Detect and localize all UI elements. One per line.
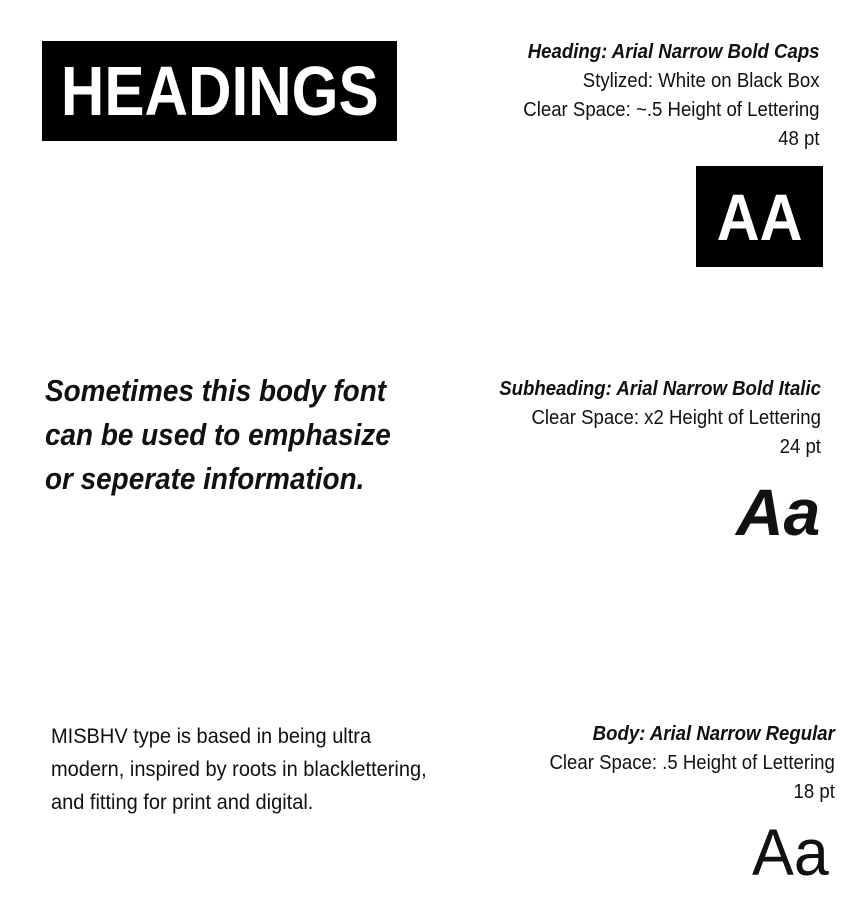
- body-spec-size: 18 pt: [793, 781, 835, 803]
- body-sample-line-1: MISBHV type is based in being ultra: [51, 724, 372, 748]
- body-spec: [528, 720, 835, 807]
- subheading-spec-title: Subheading: Arial Narrow Bold Italic: [499, 378, 821, 400]
- heading-glyph-box: [696, 166, 823, 267]
- subheading-sample: [45, 369, 465, 501]
- body-glyph: [752, 812, 833, 892]
- subheading-sample-line-1: Sometimes this body font: [45, 373, 387, 408]
- heading-sample-text: HEADINGS: [60, 52, 379, 130]
- subheading-spec-size: 24 pt: [779, 436, 821, 458]
- heading-glyph-sample: AA: [716, 179, 803, 254]
- subheading-spec: [475, 375, 821, 462]
- subheading-glyph-sample: Aa: [736, 475, 821, 549]
- subheading-sample-line-3: or seperate information.: [45, 461, 365, 496]
- subheading-spec-clear-space: Clear Space: x2 Height of Lettering: [531, 407, 821, 429]
- body-spec-title: Body: Arial Narrow Regular: [592, 723, 835, 745]
- heading-spec-clear-space: Clear Space: ~.5 Height of Lettering: [523, 99, 820, 121]
- body-sample: [51, 720, 491, 819]
- heading-spec-style: Stylized: White on Black Box: [583, 70, 820, 92]
- heading-sample-box: [42, 41, 397, 141]
- body-sample-line-2: modern, inspired by roots in blacklettering,: [51, 757, 427, 781]
- body-glyph-sample: Aa: [752, 815, 829, 889]
- heading-spec-size: 48 pt: [778, 128, 820, 150]
- heading-spec: [501, 38, 820, 154]
- subheading-sample-line-2: can be used to emphasize: [45, 417, 391, 452]
- body-spec-clear-space: Clear Space: .5 Height of Lettering: [549, 752, 835, 774]
- heading-spec-title: Heading: Arial Narrow Bold Caps: [528, 41, 820, 63]
- body-sample-line-3: and fitting for print and digital.: [51, 790, 314, 814]
